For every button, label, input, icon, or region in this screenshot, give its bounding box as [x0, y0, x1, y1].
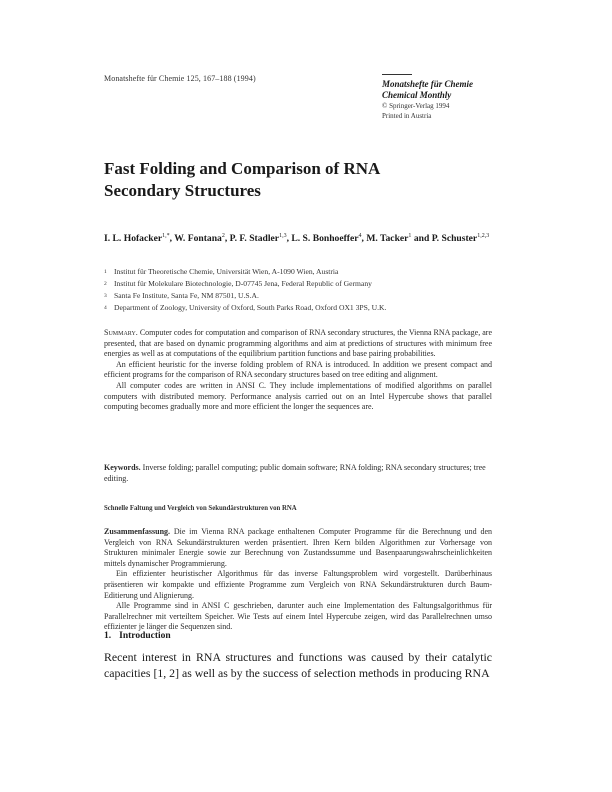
affiliation-number: 3: [104, 293, 107, 299]
paper-title: [104, 158, 504, 202]
author-affiliation-mark: 1,*: [162, 233, 170, 239]
author-affiliation-mark: 1,2,3: [477, 233, 490, 239]
section-number: 1.: [104, 631, 112, 641]
affiliation-text: Institut für Molekulare Biotechnologie, D-07745 Jena, Federal Republic of Germany: [114, 279, 372, 288]
title-line-1: Fast Folding and Comparison of RNA: [104, 159, 381, 178]
intro-paragraph: Recent interest in RNA structures and functions was caused by their catalytic capacities [1, 2] as well as by the success of selection methods in producing RNA: [104, 650, 492, 680]
author-name: L. S. Bonhoeffer: [291, 233, 359, 245]
author-and: and: [413, 233, 432, 245]
author-name: I. L. Hofacker: [104, 233, 163, 245]
zusammenfassung-paragraph-2: Ein effizienter heuristischer Algorithmus für das inverse Faltungsproblem wird vorgestellt. Darüberhinaus präsentieren wir kompakte und effiziente Programme zum Vergleich von RNA Sekundärstrukturen durch Baum-Editierung und Alignierung.: [104, 569, 492, 600]
affiliation-list: [104, 266, 494, 314]
author-affiliation-mark: 1: [408, 233, 412, 239]
affiliation-item: [104, 278, 494, 290]
keywords-block: [104, 463, 492, 484]
german-title: Schnelle Faltung und Vergleich von Sekundärstrukturen von RNA: [104, 505, 297, 512]
author-name: P. F. Stadler: [229, 233, 280, 245]
affiliation-item: [104, 266, 494, 278]
keywords-text: Inverse folding; parallel computing; public domain software; RNA folding; RNA secondary structures; tree editing.: [104, 463, 486, 483]
affiliation-item: [104, 302, 494, 314]
section-title: Introduction: [119, 631, 171, 641]
summary-block: [104, 328, 492, 413]
masthead-rule: [382, 74, 412, 75]
journal-citation: Monatshefte für Chemie 125, 167–188 (1994): [104, 74, 256, 83]
affiliation-number: 2: [104, 281, 107, 287]
zusammenfassung-paragraph-1: Die im Vienna RNA package enthaltenen Computer Programme für die Berechnung und den Vergleich von RNA Sekundärstrukturen werden präsentiert. Ihren Kern bilden Algorithmen zur Vorhersage von Strukturen minimaler Energie sowie zur Berechnung von Zustandssumme und Basenpaarungswahrscheinlichkeiten mittels dynamischer Programmierung.: [104, 527, 492, 568]
author-affiliation-mark: 2: [221, 233, 225, 239]
affiliation-text: Department of Zoology, University of Oxford, South Parks Road, Oxford OX1 3PS, U.K.: [114, 303, 387, 312]
summary-paragraph-1: Computer codes for computation and comparison of RNA secondary structures, the Vienna RNA package, are presented, that are based on dynamic programming algorithms and aim at predictions of structures with minimum free energies as well as at computations of the equilibrium partition functions and base pairing probabilities.: [104, 328, 493, 359]
copyright-line: © Springer-Verlag 1994: [382, 102, 450, 110]
printed-line: Printed in Austria: [382, 112, 432, 120]
affiliation-number: 4: [104, 305, 107, 311]
author-name: M. Tacker: [366, 233, 409, 245]
journal-name-en: Chemical Monthly: [382, 90, 452, 100]
affiliation-text: Institut für Theoretische Chemie, Universität Wien, A-1090 Wien, Austria: [114, 267, 339, 276]
zusammenfassung-paragraph-3: Alle Programme sind in ANSI C geschrieben, darunter auch eine Implementation des Faltungsalgorithmus für Parallelrechner mit verteiltem Speicher. Wie Tests auf einem Intel Hypercube zeigen, wird das Parallelrechnen umso effizienter je länger die Sequenzen sind.: [104, 601, 492, 632]
zusammenfassung-block: [104, 527, 492, 633]
title-line-2: Secondary Structures: [104, 181, 261, 200]
summary-paragraph-3: All computer codes are written in ANSI C. They include implementations of modified algorithms on parallel computers with distributed memory. Performance analysis carried out on an Intel Hypercube shows that parallel computing becomes gradually more and more efficient the longer the sequences are.: [104, 380, 492, 412]
affiliation-text: Santa Fe Institute, Santa Fe, NM 87501, U.S.A.: [114, 291, 259, 300]
author-name: P. Schuster: [431, 233, 478, 245]
author-list: I. L. Hofacker$^{1,*}$, W. Fontana$^2$, P. F. Stadler$^{1,3}$, L. S. Bonhoeffer$^4$, M. Tacker$^1$ and P. Schuster$^{1,2,3}$: [104, 233, 490, 245]
section-heading: [104, 631, 171, 641]
summary-paragraph-2: An efficient heuristic for the inverse folding problem of RNA is introduced. In addition we present compact and efficient programs for the comparison of RNA secondary structures based on tree editing and alignment.: [104, 359, 492, 380]
journal-masthead: [382, 74, 492, 121]
affiliation-item: [104, 290, 494, 302]
author-name: W. Fontana: [174, 233, 222, 245]
summary-label: Summary.: [104, 328, 138, 337]
keywords-label: Keywords.: [104, 463, 141, 472]
journal-name-de: Monatshefte für Chemie: [382, 79, 474, 89]
affiliation-number: 1: [104, 269, 107, 275]
author-affiliation-mark: 1,3: [279, 233, 287, 239]
author-affiliation-mark: 4: [358, 233, 362, 239]
zusammenfassung-label: Zusammenfassung.: [104, 527, 171, 536]
